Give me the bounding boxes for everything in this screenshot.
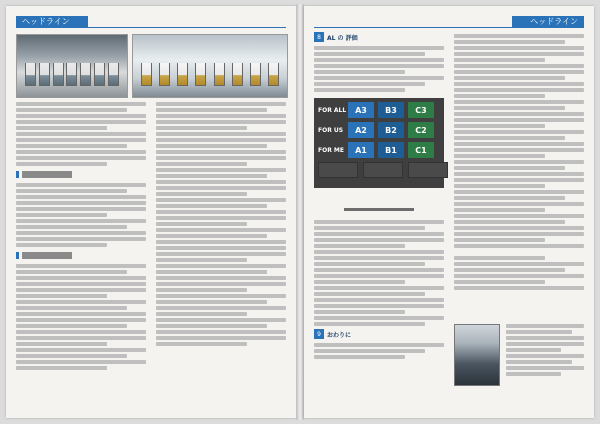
grid-legend	[318, 162, 448, 178]
test-tube	[25, 63, 36, 86]
test-tube	[80, 63, 91, 86]
left-header-rule	[16, 27, 286, 28]
right-column-2	[454, 34, 584, 292]
grid-row-label: FOR ME	[318, 146, 344, 154]
author-block	[454, 324, 584, 386]
right-header-rule	[314, 27, 584, 28]
experiment-photo-1	[16, 34, 128, 98]
left-header-tag: ヘッドライン	[16, 16, 88, 27]
test-tube	[141, 63, 152, 86]
section-8-heading	[314, 32, 358, 42]
legend-box	[408, 162, 448, 178]
figure-caption	[314, 208, 444, 216]
grid-cell: C1	[408, 142, 434, 158]
grid-row-for-all	[318, 102, 440, 118]
grid-cell: B3	[378, 102, 404, 118]
legend-box	[318, 162, 358, 178]
evaluation-grid	[314, 98, 444, 188]
test-tube	[159, 63, 170, 86]
legend-box	[363, 162, 403, 178]
test-tube	[66, 63, 77, 86]
test-tube	[94, 63, 105, 86]
test-tube	[108, 63, 119, 86]
author-portrait	[454, 324, 500, 386]
grid-cell: A3	[348, 102, 374, 118]
grid-row-for-me	[318, 142, 440, 158]
test-tube	[214, 63, 225, 86]
left-column-2	[156, 102, 286, 348]
test-tube	[177, 63, 188, 86]
book-gutter	[296, 4, 304, 420]
right-column-1-body	[314, 220, 444, 361]
grid-row-for-us	[318, 122, 440, 138]
section-title: AL の 評価	[327, 34, 358, 42]
section-9-heading	[314, 329, 444, 339]
grid-cell: A1	[348, 142, 374, 158]
grid-cell: A2	[348, 122, 374, 138]
right-column-1-top	[314, 46, 444, 94]
section-heading	[16, 170, 146, 179]
test-tube	[39, 63, 50, 86]
test-tube	[195, 63, 206, 86]
section-number: 8	[314, 32, 324, 42]
test-tube-rack	[25, 63, 119, 85]
grid-cell: B1	[378, 142, 404, 158]
left-page	[6, 6, 296, 418]
test-tube	[232, 63, 243, 86]
test-tube	[268, 63, 279, 86]
experiment-photo-2	[132, 34, 288, 98]
test-tube	[53, 63, 64, 86]
grid-row-label: FOR ALL	[318, 106, 347, 114]
section-heading	[16, 251, 146, 260]
section-title: おわりに	[327, 331, 352, 339]
test-tube	[250, 63, 261, 86]
grid-cell: B2	[378, 122, 404, 138]
grid-cell: C3	[408, 102, 434, 118]
right-page	[304, 6, 594, 418]
grid-cell: C2	[408, 122, 434, 138]
test-tube-rack	[141, 63, 279, 85]
grid-row-label: FOR US	[318, 126, 344, 134]
left-column-1	[16, 102, 146, 372]
section-number: 9	[314, 329, 324, 339]
right-header-tag: ヘッドライン	[512, 16, 584, 27]
